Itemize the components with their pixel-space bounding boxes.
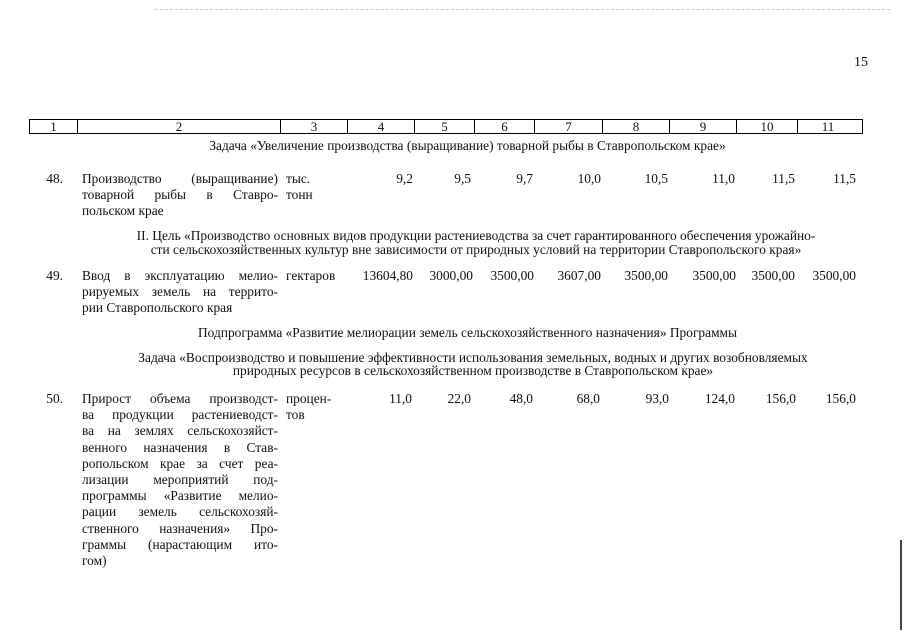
column-number: 5	[415, 120, 475, 133]
value-cell: 3500,00	[490, 268, 534, 283]
column-number: 8	[603, 120, 670, 133]
row-number: 48.	[46, 171, 63, 186]
value-cell: 68,0	[576, 391, 600, 406]
goal-heading-line: сти сельскохозяйственных культур вне зависимости от природных условий на территории Ставропольского края»	[150, 242, 802, 257]
column-number: 7	[535, 120, 603, 133]
indicator-name-line: рации земель сельскохозяй-	[82, 504, 278, 520]
value-cell: 11,0	[712, 171, 735, 186]
unit-line: тыс.	[286, 171, 311, 186]
unit-of-measure	[286, 268, 335, 284]
indicator-name	[82, 171, 278, 220]
indicator-name-line: товарной рыбы в Ставро-	[82, 187, 278, 203]
value-cell: 3500,00	[812, 268, 856, 283]
value-cell: 3500,00	[751, 268, 795, 283]
column-number-header	[29, 119, 863, 134]
indicator-name-line: ва на землях сельскохозяйст-	[82, 423, 278, 439]
column-number: 10	[737, 120, 798, 133]
indicator-name-line: Прирост объема производст-	[82, 391, 278, 406]
row-number: 49.	[46, 268, 63, 283]
unit-of-measure	[286, 171, 313, 203]
value-cell: 124,0	[704, 391, 735, 406]
unit-line: гектаров	[286, 268, 336, 283]
indicator-name-line: Ввод в эксплуатацию мелио-	[82, 268, 278, 283]
value-cell: 48,0	[509, 391, 533, 406]
indicator-name-line: ва продукции растениеводст-	[82, 407, 278, 423]
scan-artifact-top	[155, 9, 890, 10]
value-cell: 3500,00	[624, 268, 668, 283]
column-number: 2	[78, 120, 281, 133]
column-number: 6	[475, 120, 535, 133]
column-number: 3	[281, 120, 348, 133]
value-cell: 9,2	[396, 171, 413, 186]
value-cell: 11,5	[772, 171, 795, 186]
value-cell: 11,0	[389, 391, 412, 406]
indicator-name-line: гом)	[82, 553, 107, 569]
unit-of-measure	[286, 391, 331, 423]
indicator-name-line: польском крае	[82, 203, 164, 219]
value-cell: 13604,80	[362, 268, 413, 283]
value-cell: 9,5	[454, 171, 471, 186]
value-cell: 93,0	[645, 391, 669, 406]
value-cell: 9,7	[516, 171, 533, 186]
indicator-name	[82, 268, 278, 317]
value-cell: 10,0	[577, 171, 601, 186]
subprogram-heading: Подпрограмма «Развитие мелиорации земель сельскохозяйственного назначения» Программы	[197, 325, 738, 340]
indicator-name	[82, 391, 278, 569]
scan-artifact-right	[900, 540, 902, 630]
indicator-name-line: ропольском крае за счет реа-	[82, 455, 278, 471]
value-cell: 156,0	[825, 391, 856, 406]
unit-line: процен-	[286, 391, 332, 406]
page-number: 15	[854, 55, 868, 70]
indicator-name-line: граммы (нарастающим ито-	[82, 536, 278, 552]
unit-line: тов	[286, 407, 305, 423]
value-cell: 22,0	[447, 391, 471, 406]
value-cell: 10,5	[644, 171, 668, 186]
indicator-name-line: программы «Развитие мелио-	[82, 488, 278, 504]
task-heading-fish: Задача «Увеличение производства (выращивание) товарной рыбы в Ставропольском крае»	[209, 138, 726, 153]
value-cell: 11,5	[833, 171, 856, 186]
indicator-name-line: рии Ставропольского края	[82, 300, 233, 316]
indicator-name-line: Производство (выращивание)	[82, 171, 278, 186]
unit-line: тонн	[286, 187, 313, 203]
column-number: 1	[30, 120, 78, 133]
value-cell: 3000,00	[429, 268, 473, 283]
task-heading-line: Задача «Воспроизводство и повышение эффективности использования земельных, водных и других возобновляемых	[138, 350, 808, 365]
column-number: 9	[670, 120, 737, 133]
goal-heading-line: II. Цель «Производство основных видов продукции растениеводства за счет гарантированного обеспечения урожайно-	[136, 228, 816, 243]
row-number: 50.	[46, 391, 63, 406]
indicator-name-line: ственного назначения» Про-	[82, 520, 278, 536]
value-cell: 3607,00	[557, 268, 601, 283]
column-number: 4	[348, 120, 415, 133]
indicator-name-line: лизации мероприятий под-	[82, 472, 278, 488]
indicator-name-line: рируемых земель на террито-	[82, 284, 278, 300]
column-number: 11	[821, 119, 835, 134]
value-cell: 3500,00	[692, 268, 736, 283]
indicator-name-line: венного назначения в Став-	[82, 439, 278, 455]
value-cell: 156,0	[765, 391, 796, 406]
task-heading-line: природных ресурсов в сельскохозяйственном производстве в Ставропольском крае»	[232, 363, 714, 378]
